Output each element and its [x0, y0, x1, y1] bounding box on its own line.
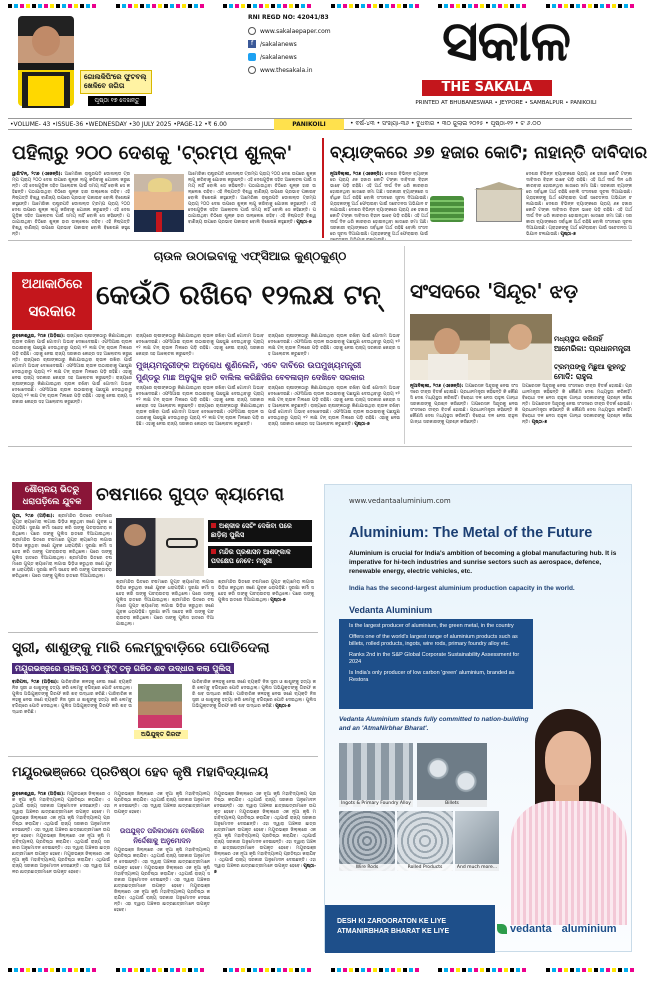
story4-headline[interactable]: ସଂସଦରେ 'ସିନ୍ଦୂର' ଝଡ଼ — [410, 279, 579, 303]
story5-kicker-bottom: ଧରାପଡ଼ିଲେ ଯୁବକ — [22, 497, 82, 507]
section-rule-4 — [8, 756, 318, 757]
vedanta-logo[interactable]: vedanta aluminium — [497, 911, 631, 947]
story6-subhead: ମୟୂରଭଞ୍ଜରେ ଚାଞ୍ଚଲ୍ୟ ୨୦ ଫୁଟ୍ ତଳୁ ଗଳିତ ଶବ ଉଦ୍ଧାର କଲା ପୁଲିସ୍ — [12, 662, 316, 676]
ad-model-photo — [501, 705, 633, 925]
story5-bullet-2: ମନ୍ଦିର ପ୍ରଶାସନ ଆଶଙ୍କାକ ପଦକ୍ଷେପ ନେବେ: ମନ୍ତ୍ରୀ — [208, 546, 312, 568]
story1-headline[interactable]: ପହିଲାରୁ ୨୦୦ ଦେଶକୁ 'ଟ୍ରମ୍ପ ଶୁଳ୍କ' — [12, 142, 293, 164]
story3-kicker-bottom: ସରକାର — [28, 302, 76, 320]
story2-text-right: ଦେଶର ବିଭିନ୍ନ ବ୍ୟାଙ୍କରେ ପ୍ରାୟ ୬୭ ହଜାର କୋଟି ଟଙ୍କା ଦାବିଦାର ବିହୀନ ଭାବେ ପଡ଼ି ରହିଛି। ଏହି ଅର୍ଥ ଦୀର୍ଘ ଦିନ ଧରି କାରବାର ହୋଇନଥିବା ଖାତାରେ ଜମା ଅଛି। ସରକାରୀ ବ୍ୟାଙ୍କରେ ସର୍ବାଧିକ ଅର୍ଥ ରହିଛି ବୋଲି ସଂସଦରେ ସୂଚନା ଦିଆଯାଇଛି। ଗ୍ରାହକଙ୍କୁ ଅର୍ଥ ଫେରାଇବା ପାଇଁ ସଚେତନତା ଅଭିଯାନ ଚଳାଯାଉଛି। ଦେଶର ବିଭିନ୍ନ ବ୍ୟାଙ୍କରେ ପ୍ରାୟ ୬୭ ହଜାର କୋଟି ଟଙ୍କା ଦାବିଦାର ବିହୀନ ଭାବେ ପଡ଼ି ରହିଛି। ଏହି ଅର୍ଥ ଦୀର୍ଘ ଦିନ ଧରି କାରବାର ହୋଇନଥିବା ଖାତାରେ ଜମା ଅଛି। ସରକାରୀ ବ୍ୟାଙ୍କରେ ସର୍ବାଧିକ ଅର୍ଥ ରହିଛି ବୋଲି ସଂସଦରେ ସୂଚନା ଦିଆଯାଇଛି। ଗ୍ରାହକଙ୍କୁ ଅର୍ଥ ଫେରାଇବା ପାଇଁ ସଚେତନତା ଅଭିଯାନ ଚଳାଯାଉଛି। ପୃଷ୍ଠା-୭ — [526, 172, 632, 237]
ad-bullet: Ranks 2nd in the S&P Global Corporate Sustainability Assessment for 2024 — [349, 651, 520, 665]
edition-name: PANIKOILI — [274, 119, 344, 130]
promo-page-ref[interactable]: ପୃଷ୍ଠା ୧୭ ଦେଖନ୍ତୁ — [88, 96, 146, 106]
story4-quote-2 — [554, 362, 632, 382]
story1-divider — [322, 138, 324, 238]
twitter-icon — [248, 53, 256, 61]
web-icon — [248, 66, 256, 74]
story3-text-col3: ରାଜ୍ୟରେ ଚାଷୀଙ୍କଠାରୁ କିଣାଯାଇଥିବା ଚାଉଳ ରଖିବା ପାଇଁ ଗୋଦାମ ଅଭାବ ଦେଖାଦେଇଛି। ଏଫସିଆଇ ଚାଉଳ ଉଠାଇବାକୁ ପଛଘୁଞ୍ଚା ଦେଉଥିବାରୁ ପ୍ରାୟ ୧୨ ଲକ୍ଷ ଟନ୍ ଚାଉଳ ମିଲରେ ପଡ଼ି ରହିଛି। ଏହାକୁ ନେଇ ରାଜ୍ୟ ସରକାର କେନ୍ଦ୍ର ସହ ଆଲୋଚନା କରୁଛନ୍ତି। — [268, 334, 400, 357]
story5-bullet-1: ଅଶ୍ଳୀଳ ସେଟିଂ ଦେଖିବା ପରେ ଛାଡ଼ିଲା ପୁଲିସ — [208, 520, 312, 542]
dateline-english: •VOLUME- 43 •ISSUE-36 •WEDNESDAY •30 JULY 2025 •PAGE-12 •₹ 6.00 — [10, 120, 227, 128]
glasses-camera-photo — [116, 518, 204, 576]
globe-icon — [248, 27, 256, 35]
dateline-odia: • ବର୍ଷ-୪୩ • ସଂଖ୍ୟା-୩୬ • ବୁଧବାର • ୩୦ ଜୁଲାଇ ୨୦୨୫ • ପୃଷ୍ଠା-୧୨ • ଟ ୬.୦୦ — [350, 120, 541, 127]
ad-tagline-banner — [325, 905, 495, 953]
ad-product-more: And much more... — [455, 811, 499, 871]
trump-photo — [134, 174, 184, 232]
twitter-link[interactable]: /sakalanews — [260, 53, 297, 61]
story4-quote-1-name: ଆମେରିକା: ପ୍ରଧାନମନ୍ତ୍ରୀ — [554, 344, 631, 353]
logo-english: THE SAKALA — [422, 80, 552, 96]
story5-text-mid: ଶ୍ରୀମନ୍ଦିର ଭିତରେ ଚଷମାରେ ଗୁପ୍ତ କ୍ୟାମେରା ଲଗାଇ ଭିଡ଼ିଓ କରୁଥିବା ଜଣେ ଯୁବକ ଧରାପଡ଼ିଛି। ସୁରକ୍ଷା କର୍ମୀ ସନ୍ଦେହ କରି ତାଙ୍କୁ ପଚରାଉଚରା କରିଥିଲେ। ପରେ ତାଙ୍କୁ ପୁଲିସ ହାତରେ ଦିଆଯାଇଥିଲା। ଶ୍ରୀମନ୍ଦିର ଭିତରେ ଚଷମାରେ ଗୁପ୍ତ କ୍ୟାମେରା ଲଗାଇ ଭିଡ଼ିଓ କରୁଥିବା ଜଣେ ଯୁବକ ଧରାପଡ଼ିଛି। ସୁରକ୍ଷା କର୍ମୀ ସନ୍ଦେହ କରି ତାଙ୍କୁ ପଚରାଉଚରା କରିଥିଲେ। ପରେ ତାଙ୍କୁ ପୁଲିସ ହାତରେ ଦିଆଯାଇଥିଲା। — [116, 580, 214, 627]
bank-money-photo — [430, 182, 524, 228]
accused-photo — [138, 684, 182, 728]
rni-number: RNI REGD NO: 42041/83 — [248, 14, 329, 21]
dateline-bar — [8, 118, 632, 130]
bullet-square-icon — [211, 549, 216, 554]
story3-page-ref: ପୃଷ୍ଠା-୭ — [354, 422, 370, 427]
story1-text-right: ଆମେରିକା ରାଷ୍ଟ୍ରପତି ଡୋନାଲ୍ଡ ଟ୍ରମ୍ପ ପ୍ରାୟ ୨୦୦ ଦେଶ ଉପରେ ଶୁଳ୍କ ଲାଗୁ କରିବାକୁ ଯୋଜନା କରୁଛନ୍ତି। ଏହି ଦେଶଗୁଡ଼ିକ ସହିତ ଆଲୋଚନା ପାଇଁ ସମୟ ନାହିଁ ବୋଲି ସେ କହିଛନ୍ତି। ପଠାଯାଉଥିବା ଚିଠିରେ ଶୁଳ୍କ ହାର ଉଲ୍ଲେଖ ରହିବ। ଏହି ନିଷ୍ପତ୍ତି ବିଶ୍ୱ ବାଣିଜ୍ୟ ଉପରେ ପ୍ରଭାବ ପକାଇବ ବୋଲି ବିଶେଷଜ୍ଞ କହୁଛନ୍ତି। ଆମେରିକା ରାଷ୍ଟ୍ରପତି ଡୋନାଲ୍ଡ ଟ୍ରମ୍ପ ପ୍ରାୟ ୨୦୦ ଦେଶ ଉପରେ ଶୁଳ୍କ ଲାଗୁ କରିବାକୁ ଯୋଜନା କରୁଛନ୍ତି। ଏହି ଦେଶଗୁଡ଼ିକ ସହିତ ଆଲୋଚନା ପାଇଁ ସମୟ ନାହିଁ ବୋଲି ସେ କହିଛନ୍ତି। ପଠାଯାଉଥିବା ଚିଠିରେ ଶୁଳ୍କ ହାର ଉଲ୍ଲେଖ ରହିବ। ଏହି ନିଷ୍ପତ୍ତି ବିଶ୍ୱ ବାଣିଜ୍ୟ ଉପରେ ପ୍ରଭାବ ପକାଇବ ବୋଲି ବିଶେଷଜ୍ଞ କହୁଛନ୍ତି। ପୃଷ୍ଠା-୭ — [188, 172, 316, 225]
story3-text-col4: ରାଜ୍ୟରେ ଚାଷୀଙ୍କଠାରୁ କିଣାଯାଇଥିବା ଚାଉଳ ରଖିବା ପାଇଁ ଗୋଦାମ ଅଭାବ ଦେଖାଦେଇଛି। ଏଫସିଆଇ ଚାଉଳ ଉଠାଇବାକୁ ପଛଘୁଞ୍ଚା ଦେଉଥିବାରୁ ପ୍ରାୟ ୧୨ ଲକ୍ଷ ଟନ୍ ଚାଉଳ ମିଲରେ ପଡ଼ି ରହିଛି। ଏହାକୁ ନେଇ ରାଜ୍ୟ ସରକାର କେନ୍ଦ୍ର ସହ ଆଲୋଚନା କରୁଛନ୍ତି। ରାଜ୍ୟରେ ଚାଷୀଙ୍କଠାରୁ କିଣାଯାଇଥିବା ଚାଉଳ ରଖିବା ପାଇଁ ଗୋଦାମ ଅଭାବ ଦେଖାଦେଇଛି। ଏଫସିଆଇ ଚାଉଳ ଉଠାଇବାକୁ ପଛଘୁଞ୍ଚା ଦେଉଥିବାରୁ ପ୍ରାୟ ୧୨ ଲକ୍ଷ ଟନ୍ ଚାଉଳ ମିଲରେ ପଡ଼ି ରହିଛି। ଏହାକୁ ନେଇ ରାଜ୍ୟ ସରକାର କେନ୍ଦ୍ର ସହ ଆଲୋଚନା କରୁଛନ୍ତି। — [136, 386, 264, 427]
story3-deck: ଚାଉଳ ଉଠାଇବାକୁ ଏଫ୍‌ସିଆଇ କୁଣ୍ଠକୁଣ୍ଠ — [153, 249, 347, 263]
promo-photo — [18, 16, 74, 106]
story4-quote-1 — [554, 334, 632, 354]
printed-at: PRINTED AT BHUBANESWAR • JEYPORE • SAMBALPUR • PANIKOILI — [415, 100, 597, 106]
story4-text-right: ଅପରେସନ ସିନ୍ଦୂରକୁ ନେଇ ସଂସଦରେ ତୀବ୍ର ବିତର୍କ ହୋଇଛି। ପ୍ରଧାନମନ୍ତ୍ରୀ କହିଛନ୍ତି କି କୌଣସି ଦେଶ ମଧ୍ୟସ୍ଥତା କରିନାହିଁ। ବିରୋଧୀ ଦଳ ନେତା ରାହୁଲ ଗାନ୍ଧୀ ସରକାରଙ୍କୁ ପ୍ରଶ୍ନ କରିଛନ୍ତି। ଅପରେସନ ସିନ୍ଦୂରକୁ ନେଇ ସଂସଦରେ ତୀବ୍ର ବିତର୍କ ହୋଇଛି। ପ୍ରଧାନମନ୍ତ୍ରୀ କହିଛନ୍ତି କି କୌଣସି ଦେଶ ମଧ୍ୟସ୍ଥତା କରିନାହିଁ। ବିରୋଧୀ ଦଳ ନେତା ରାହୁଲ ଗାନ୍ଧୀ ସରକାରଙ୍କୁ ପ୍ରଶ୍ନ କରିଛନ୍ତି। ପୃଷ୍ଠା-୭ — [522, 384, 632, 425]
story3-divider — [404, 246, 405, 444]
ad-claim: India has the second-largest aluminium production capacity in the world. — [349, 585, 575, 592]
ad-title: Aluminium: The Metal of the Future — [349, 525, 593, 541]
ad-intro: Aluminium is crucial for India's ambition of becoming a global manufacturing hub. It is imperative for hi-tech industries and sunrise sectors such as aerospace, defence, renewable energy, electric vehicles, etc. — [349, 550, 617, 575]
ad-url[interactable]: www.vedantaaluminium.com — [349, 497, 451, 505]
story3-text-col5: ରାଜ୍ୟରେ ଚାଷୀଙ୍କଠାରୁ କିଣାଯାଇଥିବା ଚାଉଳ ରଖିବା ପାଇଁ ଗୋଦାମ ଅଭାବ ଦେଖାଦେଇଛି। ଏଫସିଆଇ ଚାଉଳ ଉଠାଇବାକୁ ପଛଘୁଞ୍ଚା ଦେଉଥିବାରୁ ପ୍ରାୟ ୧୨ ଲକ୍ଷ ଟନ୍ ଚାଉଳ ମିଲରେ ପଡ଼ି ରହିଛି। ଏହାକୁ ନେଇ ରାଜ୍ୟ ସରକାର କେନ୍ଦ୍ର ସହ ଆଲୋଚନା କରୁଛନ୍ତି। ରାଜ୍ୟରେ ଚାଷୀଙ୍କଠାରୁ କିଣାଯାଇଥିବା ଚାଉଳ ରଖିବା ପାଇଁ ଗୋଦାମ ଅଭାବ ଦେଖାଦେଇଛି। ଏଫସିଆଇ ଚାଉଳ ଉଠାଇବାକୁ ପଛଘୁଞ୍ଚା ଦେଉଥିବାରୁ ପ୍ରାୟ ୧୨ ଲକ୍ଷ ଟନ୍ ଚାଉଳ ମିଲରେ ପଡ଼ି ରହିଛି। ଏହାକୁ ନେଇ ରାଜ୍ୟ ସରକାର କେନ୍ଦ୍ର ସହ ଆଲୋଚନା କରୁଛନ୍ତି। ପୃଷ୍ଠା-୭ — [268, 386, 400, 427]
story7-subhead: ଉପଯୁକ୍ତ ପରିକାଠାମୋ ବୋଲିରେ ନିର୍ଦ୍ଦେଶାକୁ ଅନୁମୋଦନ — [120, 827, 204, 845]
vedanta-advertisement[interactable] — [324, 484, 632, 952]
story3-subhead-2: ମୁଣ୍ଡରୁ ମାଛ ଅନୁଗୁଳ ହାତି ବାଲିଲ କରିଛିଜିର ବେବଳାଚାନ ଦେଖିବେ ସରକାର — [136, 373, 365, 382]
story7-text-right: ମୟୂରଭଞ୍ଜ ଜିଲ୍ଲାରେ ଏକ ନୂଆ କୃଷି ମହାବିଦ୍ୟାଳୟ ପ୍ରତିଷ୍ଠା କରାଯିବ। ଏଥିପାଇଁ ରାଜ୍ୟ ସରକାର ଅନୁମୋଦନ ଦେଇଛନ୍ତି। ଏହା ଦ୍ୱାରା ଅଞ୍ଚଳର ଛାତ୍ରଛାତ୍ରୀମାନେ ଉପକୃତ ହେବେ। ମୟୂରଭଞ୍ଜ ଜିଲ୍ଲାରେ ଏକ ନୂଆ କୃଷି ମହାବିଦ୍ୟାଳୟ ପ୍ରତିଷ୍ଠା କରାଯିବ। ଏଥିପାଇଁ ରାଜ୍ୟ ସରକାର ଅନୁମୋଦନ ଦେଇଛନ୍ତି। ଏହା ଦ୍ୱାରା ଅଞ୍ଚଳର ଛାତ୍ରଛାତ୍ରୀମାନେ ଉପକୃତ ହେବେ। ମୟୂରଭଞ୍ଜ ଜିଲ୍ଲାରେ ଏକ ନୂଆ କୃଷି ମହାବିଦ୍ୟାଳୟ ପ୍ରତିଷ୍ଠା କରାଯିବ। ଏଥିପାଇଁ ରାଜ୍ୟ ସରକାର ଅନୁମୋଦନ ଦେଇଛନ୍ତି। ଏହା ଦ୍ୱାରା ଅଞ୍ଚଳର ଛାତ୍ରଛାତ୍ରୀମାନେ ଉପକୃତ ହେବେ। ମୟୂରଭଞ୍ଜ ଜିଲ୍ଲାରେ ଏକ ନୂଆ କୃଷି ମହାବିଦ୍ୟାଳୟ ପ୍ରତିଷ୍ଠା କରାଯିବ। ଏଥିପାଇଁ ରାଜ୍ୟ ସରକାର ଅନୁମୋଦନ ଦେଇଛନ୍ତି। ଏହା ଦ୍ୱାରା ଅଞ୍ଚଳର ଛାତ୍ରଛାତ୍ରୀମାନେ ଉପକୃତ ହେବେ। ପୃଷ୍ଠା-୭ — [214, 792, 316, 875]
story7-text-mid-top: ମୟୂରଭଞ୍ଜ ଜିଲ୍ଲାରେ ଏକ ନୂଆ କୃଷି ମହାବିଦ୍ୟାଳୟ ପ୍ରତିଷ୍ଠା କରାଯିବ। ଏଥିପାଇଁ ରାଜ୍ୟ ସରକାର ଅନୁମୋଦନ ଦେଇଛନ୍ତି। ଏହା ଦ୍ୱାରା ଅଞ୍ଚଳର ଛାତ୍ରଛାତ୍ରୀମାନେ ଉପକୃତ ହେବେ। — [114, 792, 210, 815]
story5-page-ref: ପୃଷ୍ଠା-୭ — [270, 598, 286, 603]
story2-page-ref: ପୃଷ୍ଠା-୭ — [560, 232, 576, 237]
story3-kicker-top: ଅଥାକାଠିରେ — [21, 277, 83, 292]
story7-headline[interactable]: ମୟୂରଭଞ୍ଜରେ ପ୍ରତିଷ୍ଠା ହେବ କୃଷି ମହାବିଦ୍ୟାଳୟ — [12, 765, 269, 780]
ad-company: Vedanta Aluminium — [349, 605, 433, 615]
website-link[interactable]: www.sakalaepaper.com — [260, 27, 331, 35]
ad-product-rolled: Rolled Products — [397, 811, 453, 871]
story7-text-mid: ମୟୂରଭଞ୍ଜ ଜିଲ୍ଲାରେ ଏକ ନୂଆ କୃଷି ମହାବିଦ୍ୟାଳୟ ପ୍ରତିଷ୍ଠା କରାଯିବ। ଏଥିପାଇଁ ରାଜ୍ୟ ସରକାର ଅନୁମୋଦନ ଦେଇଛନ୍ତି। ଏହା ଦ୍ୱାରା ଅଞ୍ଚଳର ଛାତ୍ରଛାତ୍ରୀମାନେ ଉପକୃତ ହେବେ। ମୟୂରଭଞ୍ଜ ଜିଲ୍ଲାରେ ଏକ ନୂଆ କୃଷି ମହାବିଦ୍ୟାଳୟ ପ୍ରତିଷ୍ଠା କରାଯିବ। ଏଥିପାଇଁ ରାଜ୍ୟ ସରକାର ଅନୁମୋଦନ ଦେଇଛନ୍ତି। ଏହା ଦ୍ୱାରା ଅଞ୍ଚଳର ଛାତ୍ରଛାତ୍ରୀମାନେ ଉପକୃତ ହେବେ। ମୟୂରଭଞ୍ଜ ଜିଲ୍ଲାରେ ଏକ ନୂଆ କୃଷି ମହାବିଦ୍ୟାଳୟ ପ୍ରତିଷ୍ଠା କରାଯିବ। ଏଥିପାଇଁ ରାଜ୍ୟ ସରକାର ଅନୁମୋଦନ ଦେଇଛନ୍ତି। ଏହା ଦ୍ୱାରା ଅଞ୍ଚଳର ଛାତ୍ରଛାତ୍ରୀମାନେ ଉପକୃତ ହେବେ। — [114, 848, 210, 913]
story3-headline[interactable]: କେଉଁଠି ରଖିବେ ୧୨ଲକ୍ଷ ଟନ୍ — [96, 280, 381, 311]
ad-tagline-1: DESH KI ZAROORATON KE LIYE — [337, 918, 447, 925]
story6-text-right: ପାରିବାରିକ କଳହକୁ ନେଇ ଜଣେ ବ୍ୟକ୍ତି ନିଜ ସ୍ତ୍ରୀ ଓ ଶାଶୁଙ୍କୁ ହତ୍ୟା କରି ଲେମ୍ବୁ ବଗିଚାରେ ପୋତି ଦେଇଥିଲା। ପୁଲିସ ଅଭିଯୁକ୍ତଙ୍କୁ ଗିରଫ କରି ଶବ ଉଦ୍ଧାର କରିଛି। ପାରିବାରିକ କଳହକୁ ନେଇ ଜଣେ ବ୍ୟକ୍ତି ନିଜ ସ୍ତ୍ରୀ ଓ ଶାଶୁଙ୍କୁ ହତ୍ୟା କରି ଲେମ୍ବୁ ବଗିଚାରେ ପୋତି ଦେଇଥିଲା। ପୁଲିସ ଅଭିଯୁକ୍ତଙ୍କୁ ଗିରଫ କରି ଶବ ଉଦ୍ଧାର କରିଛି। ପୃଷ୍ଠା-୭ — [192, 680, 316, 709]
facebook-icon: f — [248, 40, 256, 48]
masthead-info — [248, 14, 368, 74]
story3-kicker — [12, 272, 92, 330]
story3-text-col1: ଭୁବନେଶ୍ୱର, ୨୯ା୭ (ଅଡ଼ିଶା): ରାଜ୍ୟରେ ଚାଷୀଙ୍କଠାରୁ କିଣାଯାଇଥିବା ଚାଉଳ ରଖିବା ପାଇଁ ଗୋଦାମ ଅଭାବ ଦେଖାଦେଇଛି। ଏଫସିଆଇ ଚାଉଳ ଉଠାଇବାକୁ ପଛଘୁଞ୍ଚା ଦେଉଥିବାରୁ ପ୍ରାୟ ୧୨ ଲକ୍ଷ ଟନ୍ ଚାଉଳ ମିଲରେ ପଡ଼ି ରହିଛି। ଏହାକୁ ନେଇ ରାଜ୍ୟ ସରକାର କେନ୍ଦ୍ର ସହ ଆଲୋଚନା କରୁଛନ୍ତି। ରାଜ୍ୟରେ ଚାଷୀଙ୍କଠାରୁ କିଣାଯାଇଥିବା ଚାଉଳ ରଖିବା ପାଇଁ ଗୋଦାମ ଅଭାବ ଦେଖାଦେଇଛି। ଏଫସିଆଇ ଚାଉଳ ଉଠାଇବାକୁ ପଛଘୁଞ୍ଚା ଦେଉଥିବାରୁ ପ୍ରାୟ ୧୨ ଲକ୍ଷ ଟନ୍ ଚାଉଳ ମିଲରେ ପଡ଼ି ରହିଛି। ଏହାକୁ ନେଇ ରାଜ୍ୟ ସରକାର କେନ୍ଦ୍ର ସହ ଆଲୋଚନା କରୁଛନ୍ତି। ରାଜ୍ୟରେ ଚାଷୀଙ୍କଠାରୁ କିଣାଯାଇଥିବା ଚାଉଳ ରଖିବା ପାଇଁ ଗୋଦାମ ଅଭାବ ଦେଖାଦେଇଛି। ଏଫସିଆଇ ଚାଉଳ ଉଠାଇବାକୁ ପଛଘୁଞ୍ଚା ଦେଉଥିବାରୁ ପ୍ରାୟ ୧୨ ଲକ୍ଷ ଟନ୍ ଚାଉଳ ମିଲରେ ପଡ଼ି ରହିଛି। ଏହାକୁ ନେଇ ରାଜ୍ୟ ସରକାର କେନ୍ଦ୍ର ସହ ଆଲୋଚନା କରୁଛନ୍ତି। — [12, 334, 132, 405]
ad-bullet: Is India's only producer of low carbon 'green' aluminium, branded as Restora — [349, 669, 515, 683]
section-rule-3 — [8, 632, 318, 633]
bullet-square-icon — [211, 523, 216, 528]
story4-quote-1-label: ମଧ୍ୟସ୍ଥତା କରିନାହିଁ — [554, 335, 603, 343]
story3-subhead-1: ମୁଖ୍ୟମନ୍ତ୍ରୀଙ୍କ ଅନୁରୋଧ ଶୁଣିଲେନି, ଏବେ ଦାବିରେ ଉପମୁଖ୍ୟମନ୍ତ୍ରୀ — [136, 361, 362, 371]
registration-strip-bottom — [8, 968, 636, 974]
ad-bullet-box — [339, 619, 533, 709]
story7-text-left: ଭୁବନେଶ୍ୱର, ୨୯ା୭ (ଅଡ଼ିଶା): ମୟୂରଭଞ୍ଜ ଜିଲ୍ଲାରେ ଏକ ନୂଆ କୃଷି ମହାବିଦ୍ୟାଳୟ ପ୍ରତିଷ୍ଠା କରାଯିବ। ଏଥିପାଇଁ ରାଜ୍ୟ ସରକାର ଅନୁମୋଦନ ଦେଇଛନ୍ତି। ଏହା ଦ୍ୱାରା ଅଞ୍ଚଳର ଛାତ୍ରଛାତ୍ରୀମାନେ ଉପକୃତ ହେବେ। ମୟୂରଭଞ୍ଜ ଜିଲ୍ଲାରେ ଏକ ନୂଆ କୃଷି ମହାବିଦ୍ୟାଳୟ ପ୍ରତିଷ୍ଠା କରାଯିବ। ଏଥିପାଇଁ ରାଜ୍ୟ ସରକାର ଅନୁମୋଦନ ଦେଇଛନ୍ତି। ଏହା ଦ୍ୱାରା ଅଞ୍ଚଳର ଛାତ୍ରଛାତ୍ରୀମାନେ ଉପକୃତ ହେବେ। ମୟୂରଭଞ୍ଜ ଜିଲ୍ଲାରେ ଏକ ନୂଆ କୃଷି ମହାବିଦ୍ୟାଳୟ ପ୍ରତିଷ୍ଠା କରାଯିବ। ଏଥିପାଇଁ ରାଜ୍ୟ ସରକାର ଅନୁମୋଦନ ଦେଇଛନ୍ତି। ଏହା ଦ୍ୱାରା ଅଞ୍ଚଳର ଛାତ୍ରଛାତ୍ରୀମାନେ ଉପକୃତ ହେବେ। ମୟୂରଭଞ୍ଜ ଜିଲ୍ଲାରେ ଏକ ନୂଆ କୃଷି ମହାବିଦ୍ୟାଳୟ ପ୍ରତିଷ୍ଠା କରାଯିବ। ଏଥିପାଇଁ ରାଜ୍ୟ ସରକାର ଅନୁମୋଦନ ଦେଇଛନ୍ତି। ଏହା ଦ୍ୱାରା ଅଞ୍ଚଳର ଛାତ୍ରଛାତ୍ରୀମାନେ ଉପକୃତ ହେବେ। — [12, 792, 111, 875]
ad-tagline-2: ATMANIRBHAR BHARAT KE LIYE — [337, 928, 450, 935]
story2-text-left: ନୂଆଦିଲ୍ଲୀ, ୨୯ା୭ (ଏଜେନ୍ସି): ଦେଶର ବିଭିନ୍ନ ବ୍ୟାଙ୍କରେ ପ୍ରାୟ ୬୭ ହଜାର କୋଟି ଟଙ୍କା ଦାବିଦାର ବିହୀନ ଭାବେ ପଡ଼ି ରହିଛି। ଏହି ଅର୍ଥ ଦୀର୍ଘ ଦିନ ଧରି କାରବାର ହୋଇନଥିବା ଖାତାରେ ଜମା ଅଛି। ସରକାରୀ ବ୍ୟାଙ୍କରେ ସର୍ବାଧିକ ଅର୍ଥ ରହିଛି ବୋଲି ସଂସଦରେ ସୂଚନା ଦିଆଯାଇଛି। ଗ୍ରାହକଙ୍କୁ ଅର୍ଥ ଫେରାଇବା ପାଇଁ ସଚେତନତା ଅଭିଯାନ ଚଳାଯାଉଛି। ଦେଶର ବିଭିନ୍ନ ବ୍ୟାଙ୍କରେ ପ୍ରାୟ ୬୭ ହଜାର କୋଟି ଟଙ୍କା ଦାବିଦାର ବିହୀନ ଭାବେ ପଡ଼ି ରହିଛି। ଏହି ଅର୍ଥ ଦୀର୍ଘ ଦିନ ଧରି କାରବାର ହୋଇନଥିବା ଖାତାରେ ଜମା ଅଛି। ସରକାରୀ ବ୍ୟାଙ୍କରେ ସର୍ବାଧିକ ଅର୍ଥ ରହିଛି ବୋଲି ସଂସଦରେ ସୂଚନା ଦିଆଯାଇଛି। ଗ୍ରାହକଙ୍କୁ ଅର୍ଥ ଫେରାଇବା ପାଇଁ — [330, 172, 428, 237]
story3-text-col2: ରାଜ୍ୟରେ ଚାଷୀଙ୍କଠାରୁ କିଣାଯାଇଥିବା ଚାଉଳ ରଖିବା ପାଇଁ ଗୋଦାମ ଅଭାବ ଦେଖାଦେଇଛି। ଏଫସିଆଇ ଚାଉଳ ଉଠାଇବାକୁ ପଛଘୁଞ୍ଚା ଦେଉଥିବାରୁ ପ୍ରାୟ ୧୨ ଲକ୍ଷ ଟନ୍ ଚାଉଳ ମିଲରେ ପଡ଼ି ରହିଛି। ଏହାକୁ ନେଇ ରାଜ୍ୟ ସରକାର କେନ୍ଦ୍ର ସହ ଆଲୋଚନା କରୁଛନ୍ତି। — [136, 334, 264, 357]
story5-text-left: ପୁରୀ, ୨୯ା୭ (ଅଡ଼ିଶା): ଶ୍ରୀମନ୍ଦିର ଭିତରେ ଚଷମାରେ ଗୁପ୍ତ କ୍ୟାମେରା ଲଗାଇ ଭିଡ଼ିଓ କରୁଥିବା ଜଣେ ଯୁବକ ଧରାପଡ଼ିଛି। ସୁରକ୍ଷା କର୍ମୀ ସନ୍ଦେହ କରି ତାଙ୍କୁ ପଚରାଉଚରା କରିଥିଲେ। ପରେ ତାଙ୍କୁ ପୁଲିସ ହାତରେ ଦିଆଯାଇଥିଲା। ଶ୍ରୀମନ୍ଦିର ଭିତରେ ଚଷମାରେ ଗୁପ୍ତ କ୍ୟାମେରା ଲଗାଇ ଭିଡ଼ିଓ କରୁଥିବା ଜଣେ ଯୁବକ ଧରାପଡ଼ିଛି। ସୁରକ୍ଷା କର୍ମୀ ସନ୍ଦେହ କରି ତାଙ୍କୁ ପଚରାଉଚରା କରିଥିଲେ। ପରେ ତାଙ୍କୁ ପୁଲିସ ହାତରେ ଦିଆଯାଇଥିଲା। ଶ୍ରୀମନ୍ଦିର ଭିତରେ ଚଷମାରେ ଗୁପ୍ତ କ୍ୟାମେରା ଲଗାଇ ଭିଡ଼ିଓ କରୁଥିବା ଜଣେ ଯୁବକ ଧରାପଡ଼ିଛି। ସୁରକ୍ଷା କର୍ମୀ ସନ୍ଦେହ କରି ତାଙ୍କୁ ପଚରାଉଚରା କରିଥିଲେ। ପରେ ତାଙ୍କୁ ପୁଲିସ ହାତରେ ଦିଆଯାଇଥିଲା। — [12, 514, 113, 579]
story7-page-ref: ପୃଷ୍ଠା-୭ — [214, 864, 316, 875]
ad-product-ingots: Ingots & Primary Foundry Alloy — [339, 743, 413, 807]
story5-kicker — [12, 482, 92, 510]
parliament-photo-right — [490, 314, 552, 380]
story1-text-left: ୱାଶିଂଟନ୍, ୨୯ା୭ (ଏଜେନ୍ସି): ଆମେରିକା ରାଷ୍ଟ୍ରପତି ଡୋନାଲ୍ଡ ଟ୍ରମ୍ପ ପ୍ରାୟ ୨୦୦ ଦେଶ ଉପରେ ଶୁଳ୍କ ଲାଗୁ କରିବାକୁ ଯୋଜନା କରୁଛନ୍ତି। ଏହି ଦେଶଗୁଡ଼ିକ ସହିତ ଆଲୋଚନା ପାଇଁ ସମୟ ନାହିଁ ବୋଲି ସେ କହିଛନ୍ତି। ପଠାଯାଉଥିବା ଚିଠିରେ ଶୁଳ୍କ ହାର ଉଲ୍ଲେଖ ରହିବ। ଏହି ନିଷ୍ପତ୍ତି ବିଶ୍ୱ ବାଣିଜ୍ୟ ଉପରେ ପ୍ରଭାବ ପକାଇବ ବୋଲି ବିଶେଷଜ୍ଞ କହୁଛନ୍ତି। ଆମେରିକା ରାଷ୍ଟ୍ରପତି ଡୋନାଲ୍ଡ ଟ୍ରମ୍ପ ପ୍ରାୟ ୨୦୦ ଦେଶ ଉପରେ ଶୁଳ୍କ ଲାଗୁ କରିବାକୁ ଯୋଜନା କରୁଛନ୍ତି। ଏହି ଦେଶଗୁଡ଼ିକ ସହିତ ଆଲୋଚନା ପାଇଁ ସମୟ ନାହିଁ ବୋଲି ସେ କହିଛନ୍ତି। ପଠାଯାଉଥିବା ଚିଠିରେ ଶୁଳ୍କ ହାର ଉଲ୍ଲେଖ ରହିବ। ଏହି ନିଷ୍ପତ୍ତି ବିଶ୍ୱ ବାଣିଜ୍ୟ ଉପରେ ପ୍ରଭାବ ପକାଇବ ବୋଲି ବିଶେଷଜ୍ଞ କହୁଛନ୍ତି। — [12, 172, 130, 237]
story6-headline[interactable]: ସ୍ତ୍ରୀ, ଶାଶୁଙ୍କୁ ମାରି ଲେମ୍ବୁବାଡ଼ିରେ ପୋତିଦେଲା — [12, 640, 270, 656]
ad-product-wire-rods: Wire Rods — [339, 811, 395, 871]
section-rule-2 — [8, 446, 632, 447]
section-rule-1 — [8, 240, 632, 241]
story4-quote-2-label: ଟ୍ରମ୍ପଙ୍କୁ ମିଛୁଆ କୁହନ୍ତୁ — [554, 363, 626, 371]
story4-page-ref: ପୃଷ୍ଠା-୭ — [531, 420, 548, 425]
ad-product-billets: Billets — [417, 743, 487, 807]
story5-kicker-top: ଶୌଚାଳୟ ଭିତରୁ — [24, 485, 80, 495]
epaper-link[interactable]: www.thesakala.in — [260, 66, 313, 74]
ad-commitment: Vedanta Aluminium stands fully committed to nation-building and an 'AtmaNirbhar Bharat'. — [339, 716, 529, 732]
logo-wordmark: ସକାଳ — [441, 9, 571, 74]
parliament-photo-left — [410, 314, 490, 380]
ad-bullet: Offers one of the world's largest range of aluminium products such as billets, rolled products, ingots, wire rods, primary foundry alloy etc. — [349, 633, 518, 647]
story5-headline[interactable]: ଚଷମାରେ ଗୁପ୍ତ କ୍ୟାମେରା — [96, 484, 285, 505]
promo-caption: ଗୋଲକିପିଂରେ ଫୁଟବଲ୍ ଖେଳିବେ ଜଗିତା — [80, 70, 152, 94]
story1-page-ref: ପୃଷ୍ଠା-୭ — [296, 220, 312, 225]
accused-photo-caption: ଅଭିଯୁକ୍ତ ଗିରଫ — [134, 730, 188, 739]
promo-box[interactable] — [8, 12, 243, 110]
ad-bullet: Is the largest producer of aluminium, the green metal, in the country — [349, 623, 514, 629]
story4-text-left: ନୂଆଦିଲ୍ଲୀ, ୨୯ା୭ (ଏଜେନ୍ସି): ଅପରେସନ ସିନ୍ଦୂରକୁ ନେଇ ସଂସଦରେ ତୀବ୍ର ବିତର୍କ ହୋଇଛି। ପ୍ରଧାନମନ୍ତ୍ରୀ କହିଛନ୍ତି କି କୌଣସି ଦେଶ ମଧ୍ୟସ୍ଥତା କରିନାହିଁ। ବିରୋଧୀ ଦଳ ନେତା ରାହୁଲ ଗାନ୍ଧୀ ସରକାରଙ୍କୁ ପ୍ରଶ୍ନ କରିଛନ୍ତି। ଅପରେସନ ସିନ୍ଦୂରକୁ ନେଇ ସଂସଦରେ ତୀବ୍ର ବିତର୍କ ହୋଇଛି। ପ୍ରଧାନମନ୍ତ୍ରୀ କହିଛନ୍ତି କି କୌଣସି ଦେଶ ମଧ୍ୟସ୍ଥତା କରିନାହିଁ। ବିରୋଧୀ ଦଳ ନେତା ରାହୁଲ ଗାନ୍ଧୀ ସରକାରଙ୍କୁ ପ୍ରଶ୍ନ କରିଛନ୍ତି। — [410, 384, 519, 425]
story6-page-ref: ପୃଷ୍ଠା-୭ — [275, 704, 291, 709]
story6-text-left: ବାରିପଦା, ୨୯ା୭ (ଅଡ଼ିଶା): ପାରିବାରିକ କଳହକୁ ନେଇ ଜଣେ ବ୍ୟକ୍ତି ନିଜ ସ୍ତ୍ରୀ ଓ ଶାଶୁଙ୍କୁ ହତ୍ୟା କରି ଲେମ୍ବୁ ବଗିଚାରେ ପୋତି ଦେଇଥିଲା। ପୁଲିସ ଅଭିଯୁକ୍ତଙ୍କୁ ଗିରଫ କରି ଶବ ଉଦ୍ଧାର କରିଛି। ପାରିବାରିକ କଳହକୁ ନେଇ ଜଣେ ବ୍ୟକ୍ତି ନିଜ ସ୍ତ୍ରୀ ଓ ଶାଶୁଙ୍କୁ ହତ୍ୟା କରି ଲେମ୍ବୁ ବଗିଚାରେ ପୋତି ଦେଇଥିଲା। ପୁଲିସ ଅଭିଯୁକ୍ତଙ୍କୁ ଗିରଫ କରି ଶବ ଉଦ୍ଧାର କରିଛି। — [12, 680, 133, 715]
facebook-link[interactable]: /sakalanews — [260, 40, 297, 48]
story2-headline[interactable]: ବ୍ୟାଙ୍କରେ ୬୭ ହଜାର କୋଟି; ନାହାନ୍ତି ଦାବିଦାର — [330, 143, 647, 163]
vedanta-leaf-icon — [497, 924, 507, 934]
story4-quote-2-name: ମୋଦି: ରାହୁଲ — [554, 372, 593, 381]
newspaper-logo[interactable] — [380, 10, 632, 110]
story5-text-right: ଶ୍ରୀମନ୍ଦିର ଭିତରେ ଚଷମାରେ ଗୁପ୍ତ କ୍ୟାମେରା ଲଗାଇ ଭିଡ଼ିଓ କରୁଥିବା ଜଣେ ଯୁବକ ଧରାପଡ଼ିଛି। ସୁରକ୍ଷା କର୍ମୀ ସନ୍ଦେହ କରି ତାଙ୍କୁ ପଚରାଉଚରା କରିଥିଲେ। ପରେ ତାଙ୍କୁ ପୁଲିସ ହାତରେ ଦିଆଯାଇଥିଲା। ପୃଷ୍ଠା-୭ — [218, 580, 314, 603]
